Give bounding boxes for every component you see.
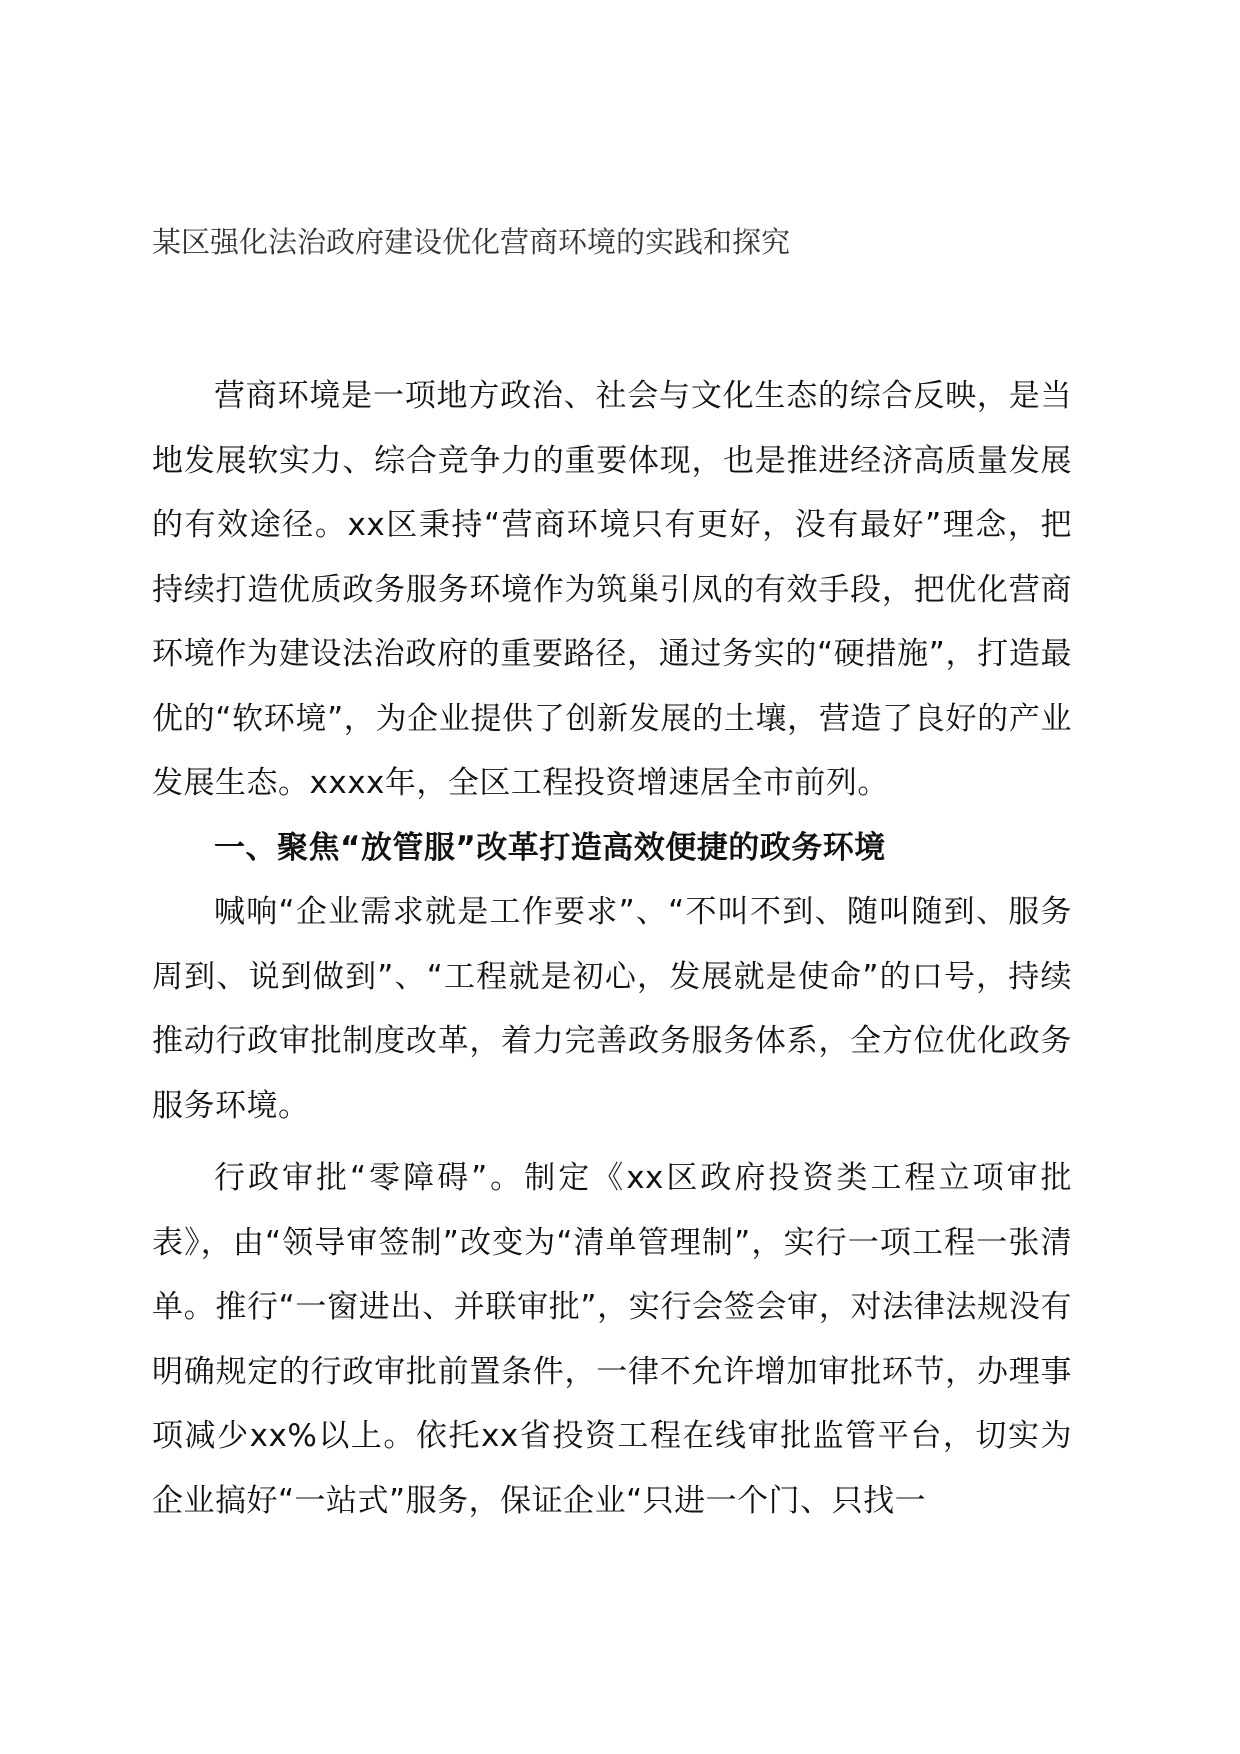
document-title: 某区强化法治政府建设优化营商环境的实践和探究: [152, 225, 791, 259]
intro-paragraph: 营商环境是一项地方政治、社会与文化生态的综合反映，是当地发展软实力、综合竞争力的重要体现，也是推进经济高质量发展的有效途径。xx区秉持“营商环境只有更好，没有最好”理念，把持续打造优质政务服务环境作为筑巢引凤的有效手段，把优化营商环境作为建设法治政府的重要路径，通过务实的“硬措施”，打造最优的“软环境”，为企业提供了创新发展的土壤，营造了良好的产业发展生态。xxxx年，全区工程投资增速居全市前列。: [152, 378, 1072, 801]
document-body: [152, 364, 1072, 1533]
section-paragraph: 行政审批“零障碍”。制定《xx区政府投资类工程立项审批表》，由“领导审签制”改变为“清单管理制”，实行一项工程一张清单。推行“一窗进出、并联审批”，实行会签会审，对法律法规没有明确规定的行政审批前置条件，一律不允许增加审批环节，办理事项减少xx%以上。依托xx省投资工程在线审批监管平台，切实为企业搞好“一站式”服务，保证企业“只进一个门、只找一: [152, 1160, 1072, 1519]
section-heading: 一、聚焦“放管服”改革打造高效便捷的政务环境: [214, 829, 886, 866]
section-paragraph: 喊响“企业需求就是工作要求”、“不叫不到、随叫随到、服务周到、说到做到”、“工程就是初心，发展就是使命”的口号，持续推动行政审批制度改革，着力完善政务服务体系，全方位优化政务服务环境。: [152, 894, 1072, 1124]
